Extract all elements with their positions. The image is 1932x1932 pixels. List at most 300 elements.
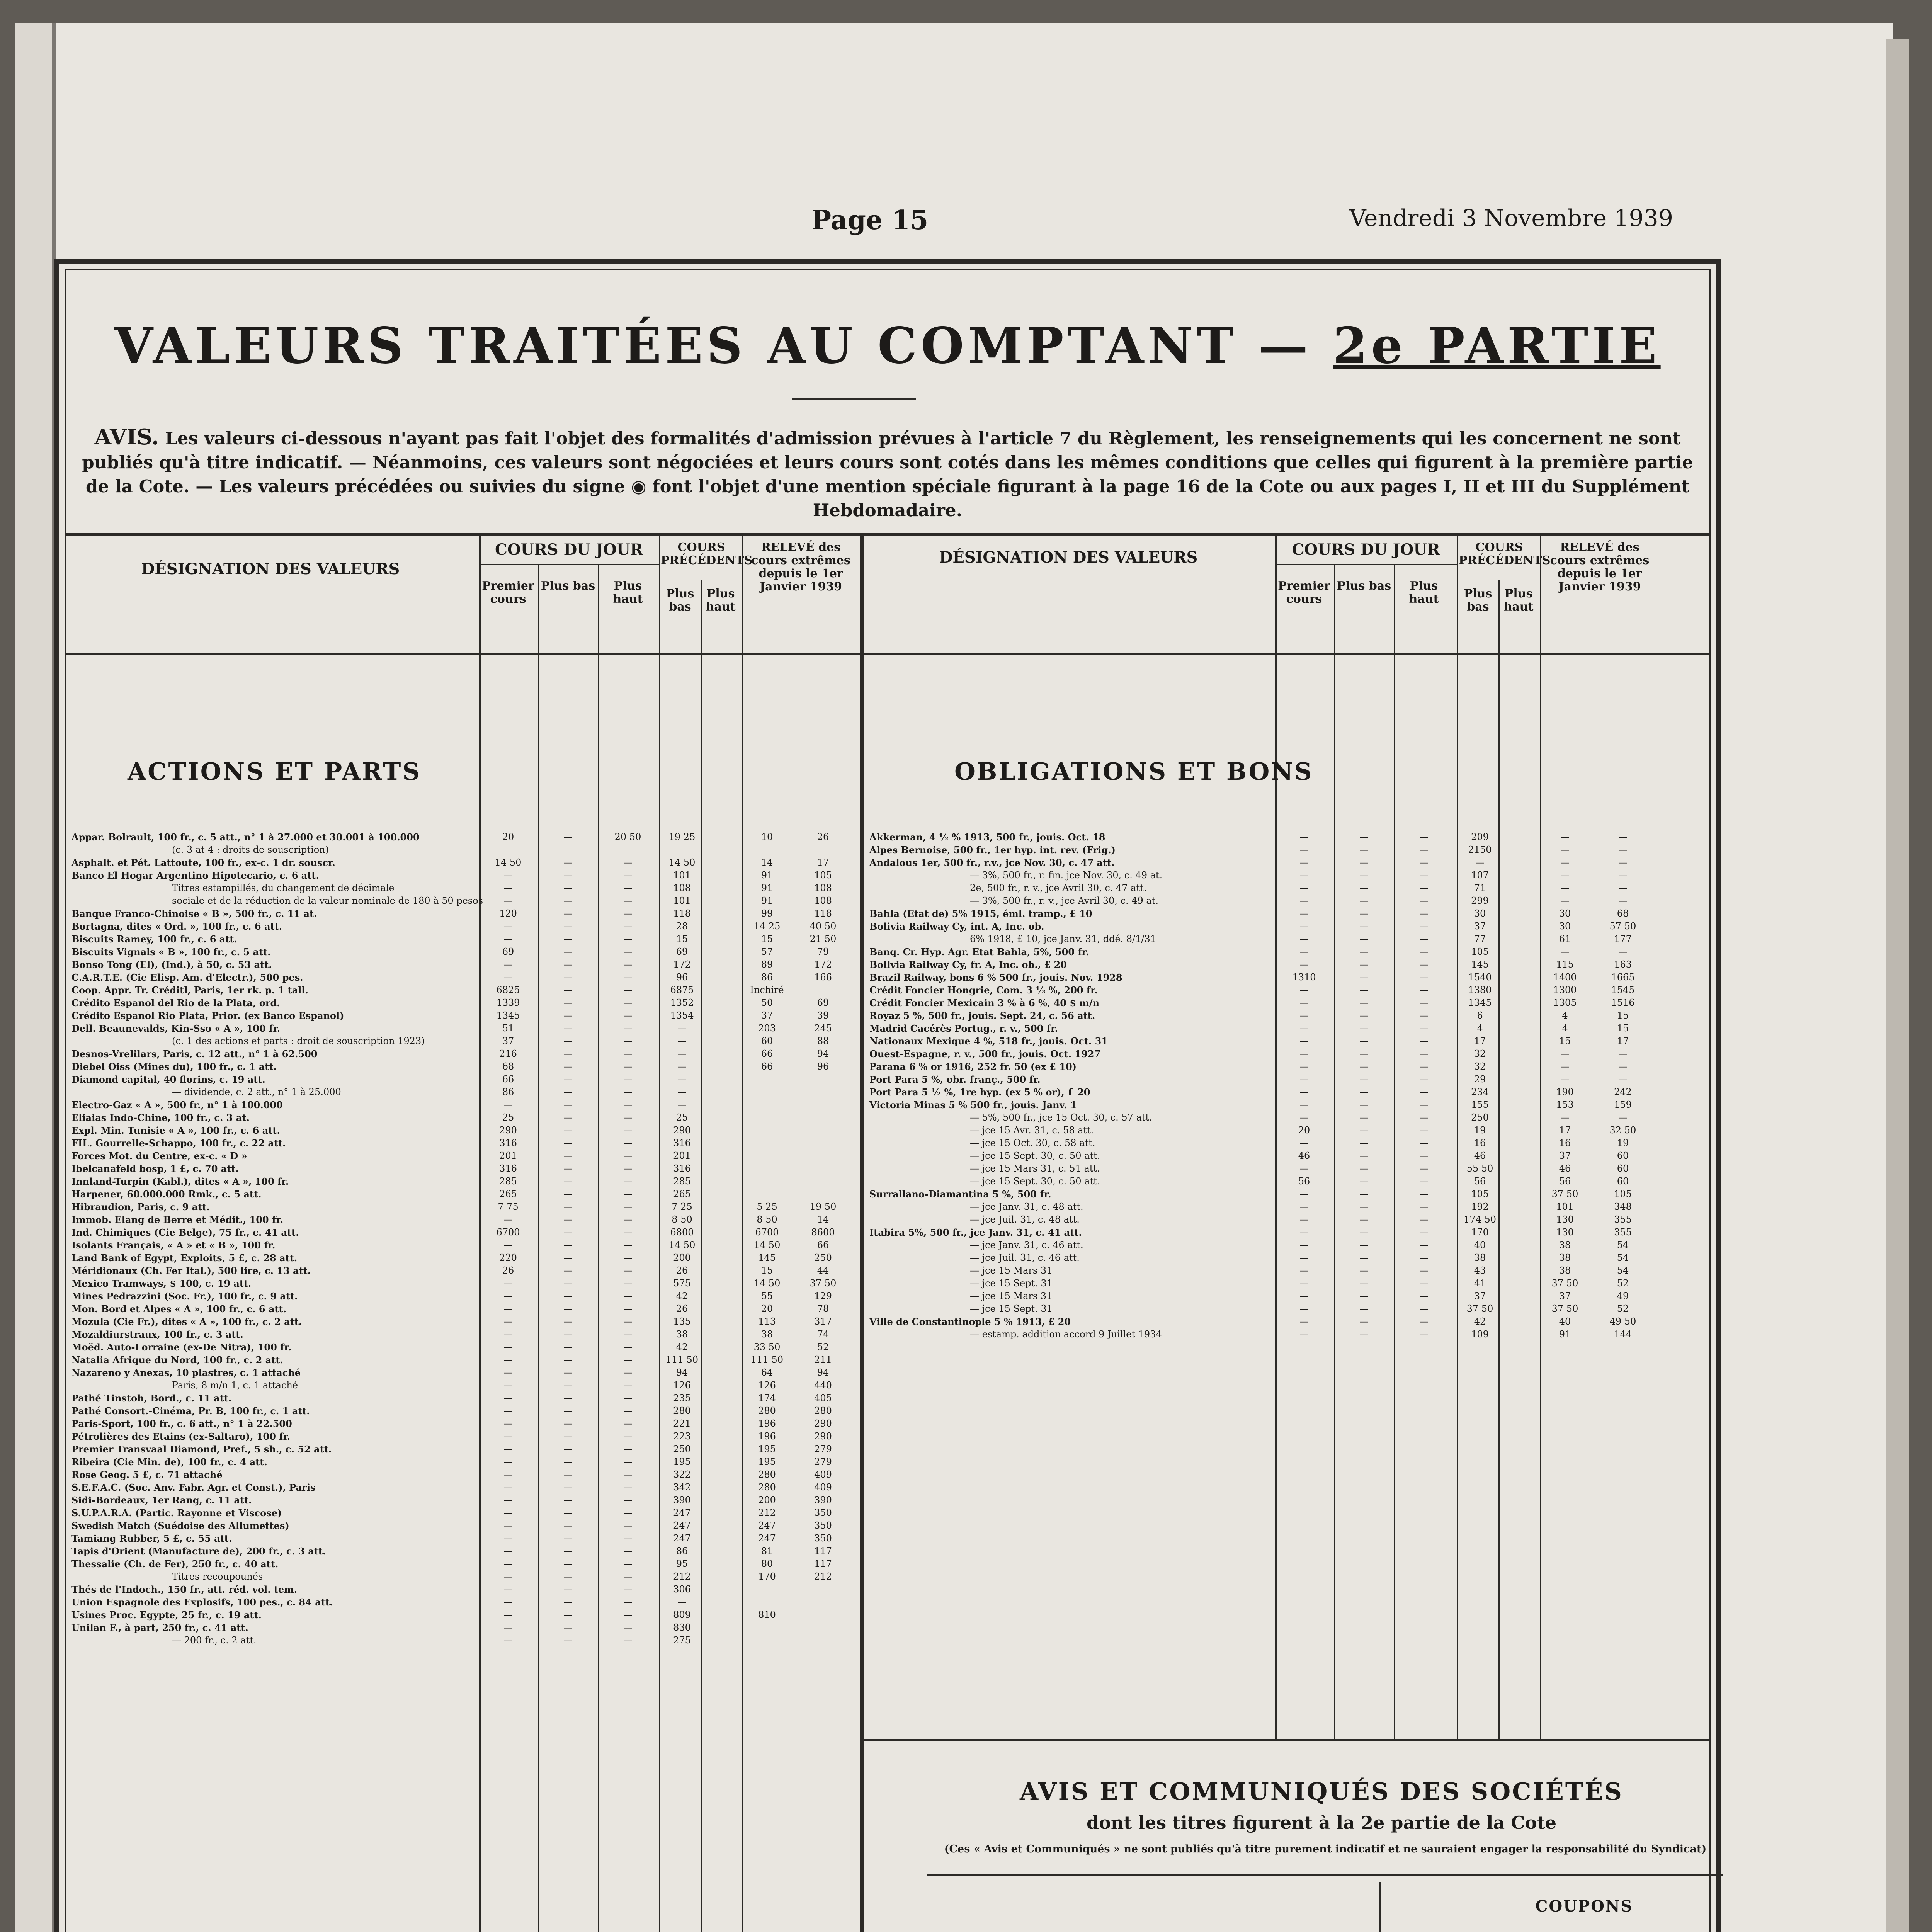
releve-high-cell: 1516	[1611, 997, 1635, 1008]
releve-high-cell: —	[1618, 1048, 1628, 1059]
releve-high-cell: 14	[817, 1214, 829, 1225]
premier-cell: 14 50	[495, 857, 522, 868]
plus-haut-cell: —	[623, 1214, 633, 1225]
name: Banco El Hogar Argentino Hipotecario, c. 6 att.	[71, 870, 319, 881]
table-row	[71, 1532, 856, 1545]
releve-high-cell: 37 50	[810, 1278, 837, 1289]
notice-text: Les valeurs ci-dessous n'ayant pas fait l'objet des formalités d'admission prévues à l'article 7 du Règlement, les renseignements qui les concernent ne sont publiés qu'à titre indicatif. — Néanmoins, ces valeurs sont négociées et leurs cours sont cotés dans les mêmes conditions que celles qui figurent à la première partie de la Cote. — Les valeurs précédées ou suivies du signe ◉ font l'objet d'une mention spéciale figurant à la page 16 de la Cote ou aux pages I, II et III du Supplément Hebdomadaire.	[82, 428, 1693, 520]
releve-high-cell: 15	[1617, 1010, 1629, 1021]
releve-high-cell: 94	[817, 1048, 829, 1059]
plus-bas-cell: —	[563, 972, 573, 983]
premier-cell: 6700	[496, 1227, 520, 1238]
plus-haut-cell: —	[1419, 1316, 1429, 1327]
releve-low-cell: 247	[758, 1533, 776, 1544]
plus-bas-cell: —	[563, 985, 573, 995]
plus-bas-cell: —	[563, 908, 573, 919]
plus-haut-cell: —	[623, 895, 633, 906]
name: Rose Geog. 5 £, c. 71 attaché	[71, 1469, 223, 1480]
table-row	[869, 856, 1658, 869]
precedent-cell: 77	[1474, 934, 1486, 944]
name: — jce Janv. 31, c. 48 att.	[970, 1201, 1083, 1212]
premier-cell: —	[503, 1597, 513, 1607]
table-row	[869, 1315, 1658, 1328]
name: Coop. Appr. Tr. Créditl, Paris, 1er rk. p. 1 tall.	[71, 985, 308, 996]
name: Moëd. Auto-Lorraine (ex-De Nitra), 100 fr.	[71, 1342, 292, 1353]
premier-cell: —	[1299, 1252, 1309, 1263]
releve-high-cell: 177	[1614, 934, 1632, 944]
releve-low-cell: 30	[1559, 908, 1571, 919]
table-row	[71, 1252, 856, 1264]
premier-cell: —	[503, 1507, 513, 1518]
name: 2e, 500 fr., r. v., jce Avril 30, c. 47 att.	[970, 883, 1147, 893]
plus-haut-cell: —	[623, 1316, 633, 1327]
releve-high-cell: 8600	[811, 1227, 835, 1238]
plus-bas-cell: —	[563, 1227, 573, 1238]
precedent-cell: 200	[673, 1252, 691, 1263]
releve-high-cell: 54	[1617, 1252, 1629, 1263]
plus-haut-cell: —	[623, 1635, 633, 1646]
plus-haut-cell: —	[623, 1176, 633, 1187]
plus-bas-cell: —	[563, 1546, 573, 1556]
main-frame	[54, 259, 1721, 1932]
releve-low-cell: 1300	[1553, 985, 1577, 995]
table-row	[71, 1417, 856, 1430]
name: Alpes Bernoise, 500 fr., 1er hyp. int. rev. (Frig.)	[869, 844, 1116, 855]
table-row	[869, 1086, 1658, 1099]
releve-low-cell: 66	[761, 1061, 773, 1072]
premier-cell: 69	[502, 946, 514, 957]
table-row	[71, 1188, 856, 1201]
table-row	[71, 882, 856, 895]
precedent-cell: 322	[673, 1469, 691, 1480]
premier-cell: —	[503, 1240, 513, 1250]
plus-haut-cell: —	[623, 921, 633, 932]
left-prec-haut: Plus haut	[706, 587, 736, 614]
plus-bas-cell: —	[1359, 1265, 1369, 1276]
plus-haut-cell: —	[623, 1189, 633, 1199]
plus-haut-cell: —	[1419, 997, 1429, 1008]
releve-high-cell: 144	[1614, 1329, 1632, 1340]
precedent-cell: 19 25	[668, 832, 696, 842]
premier-cell: —	[1299, 1163, 1309, 1174]
precedent-cell: 126	[673, 1380, 691, 1391]
releve-low-cell: 86	[761, 972, 773, 983]
releve-low-cell: 15	[1559, 1036, 1571, 1046]
plus-haut-cell: —	[623, 1074, 633, 1085]
name: — jce Janv. 31, c. 46 att.	[970, 1240, 1083, 1250]
plus-bas-cell: —	[1359, 1303, 1369, 1314]
releve-low-cell: 17	[1559, 1125, 1571, 1136]
name: 6% 1918, £ 10, jce Janv. 31, ddé. 8/1/31	[970, 934, 1156, 944]
plus-bas-cell: —	[563, 1520, 573, 1531]
table-row	[71, 1392, 856, 1405]
premier-cell: —	[503, 1367, 513, 1378]
precedent-cell: —	[1475, 857, 1485, 868]
table-row	[71, 1596, 856, 1609]
name: Titres recoupounés	[172, 1571, 263, 1582]
plus-haut-cell: —	[623, 1010, 633, 1021]
table-top-rule	[66, 533, 1709, 536]
table-row	[869, 895, 1658, 907]
name: Innland-Turpin (Kabl.), dites « A », 100 fr.	[71, 1176, 289, 1187]
releve-high-cell: 19	[1617, 1138, 1629, 1148]
plus-bas-cell: —	[563, 959, 573, 970]
precedent-cell: 170	[1471, 1227, 1489, 1238]
premier-cell: 1339	[496, 997, 520, 1008]
plus-bas-cell: —	[563, 1278, 573, 1289]
right-premier: Premier cours	[1278, 579, 1330, 606]
plus-bas-cell: —	[1359, 1176, 1369, 1187]
premier-cell: —	[503, 1214, 513, 1225]
plus-bas-cell: —	[1359, 1099, 1369, 1110]
premier-cell: —	[503, 1342, 513, 1352]
plus-haut-cell: —	[1419, 1087, 1429, 1097]
premier-cell: —	[503, 1278, 513, 1289]
releve-high-cell: 290	[814, 1431, 832, 1442]
releve-low-cell: 56	[1559, 1176, 1571, 1187]
plus-haut-cell: —	[623, 1150, 633, 1161]
right-prec-haut: Plus haut	[1503, 587, 1534, 614]
releve-low-cell: 4	[1562, 1010, 1568, 1021]
releve-high-cell: —	[1618, 946, 1628, 957]
precedent-cell: 86	[676, 1546, 688, 1556]
table-row	[71, 1609, 856, 1621]
table-row	[869, 958, 1658, 971]
name: — jce Juil. 31, c. 48 att.	[970, 1214, 1080, 1225]
name: Isolants Français, « A » et « B », 100 fr.	[71, 1240, 276, 1251]
releve-high-cell: 52	[817, 1342, 829, 1352]
premier-cell: —	[503, 1495, 513, 1505]
releve-high-cell: 74	[817, 1329, 829, 1340]
name: Madrid Cacérès Portug., r. v., 500 fr.	[869, 1023, 1058, 1034]
name: Crédito Espanol del Rio de la Plata, ord.	[71, 997, 280, 1009]
plus-haut-cell: —	[1419, 1061, 1429, 1072]
precedent-cell: 275	[673, 1635, 691, 1646]
premier-cell: —	[503, 1444, 513, 1454]
plus-haut-cell: —	[623, 1252, 633, 1263]
precedent-cell: 6	[1477, 1010, 1483, 1021]
plus-haut-cell: —	[1419, 1329, 1429, 1340]
premier-cell: —	[503, 921, 513, 932]
releve-low-cell: —	[1560, 870, 1570, 881]
name: Mozula (Cie Fr.), dites « A », 100 fr., c. 2 att.	[71, 1316, 302, 1327]
releve-low-cell: 38	[1559, 1265, 1571, 1276]
name: Asphalt. et Pét. Lattoute, 100 fr., ex-c. 1 dr. souscr.	[71, 857, 335, 868]
name: (c. 1 des actions et parts : droit de souscription 1923)	[172, 1036, 425, 1046]
releve-high-cell: 163	[1614, 959, 1632, 970]
releve-low-cell: 130	[1556, 1214, 1574, 1225]
releve-low-cell: 174	[758, 1393, 776, 1403]
releve-high-cell: 290	[814, 1418, 832, 1429]
releve-high-cell: 129	[814, 1291, 832, 1301]
plus-haut-cell: —	[623, 1087, 633, 1097]
table-row	[71, 1366, 856, 1379]
plus-haut-cell: —	[1419, 1278, 1429, 1289]
plus-bas-cell: —	[563, 921, 573, 932]
plus-haut-cell: —	[1419, 857, 1429, 868]
plus-bas-cell: —	[1359, 1163, 1369, 1174]
name: Biscuits Ramey, 100 fr., c. 6 att.	[71, 934, 237, 945]
precedent-cell: 107	[1471, 870, 1489, 881]
plus-bas-cell: —	[563, 1240, 573, 1250]
plus-haut-cell: —	[623, 1303, 633, 1314]
premier-cell: 25	[502, 1112, 514, 1123]
plus-bas-cell: —	[563, 1163, 573, 1174]
precedent-cell: 1354	[670, 1010, 694, 1021]
releve-low-cell: —	[1560, 1061, 1570, 1072]
name: — 3%, 500 fr., r. fin. jce Nov. 30, c. 49 at.	[970, 870, 1163, 881]
plus-haut-cell: —	[623, 1609, 633, 1620]
table-row	[71, 1430, 856, 1443]
name: Itabira 5%, 500 fr., jce Janv. 31, c. 41 att.	[869, 1227, 1082, 1238]
precedent-cell: 201	[673, 1150, 691, 1161]
plus-bas-cell: —	[563, 1571, 573, 1582]
plus-bas-cell: —	[563, 1099, 573, 1110]
plus-bas-cell: —	[1359, 908, 1369, 919]
releve-high-cell: 54	[1617, 1265, 1629, 1276]
premier-cell: 216	[499, 1048, 517, 1059]
plus-haut-cell: —	[623, 1112, 633, 1123]
left-prec-bas: Plus bas	[666, 587, 694, 614]
releve-low-cell: 33 50	[753, 1342, 781, 1352]
plus-bas-cell: —	[563, 1214, 573, 1225]
precedent-cell: 16	[1474, 1138, 1486, 1148]
table-row	[71, 933, 856, 946]
precedent-cell: 250	[673, 1444, 691, 1454]
precedent-cell: 38	[1474, 1252, 1486, 1263]
premier-cell: —	[503, 1584, 513, 1595]
releve-high-cell: 49 50	[1609, 1316, 1636, 1327]
releve-high-cell: 117	[814, 1558, 832, 1569]
name: S.U.P.A.R.A. (Partic. Rayonne et Viscose)	[71, 1507, 282, 1519]
name: — jce 15 Sept. 30, c. 50 att.	[970, 1150, 1100, 1161]
precedent-cell: 41	[1474, 1278, 1486, 1289]
releve-high-cell: 40 50	[810, 921, 837, 932]
name: Ribeira (Cie Min. de), 100 fr., c. 4 att.	[71, 1456, 267, 1468]
table-row	[71, 1290, 856, 1303]
releve-high-cell: 166	[814, 972, 832, 983]
precedent-cell: 1352	[670, 997, 694, 1008]
precedent-cell: 247	[673, 1533, 691, 1544]
premier-cell: —	[1299, 985, 1309, 995]
plus-haut-cell: —	[623, 1444, 633, 1454]
plus-haut-cell: —	[623, 1622, 633, 1633]
plus-haut-cell: —	[623, 1061, 633, 1072]
plus-haut-cell: 20 50	[614, 832, 641, 842]
precedent-cell: 1540	[1468, 972, 1492, 983]
plus-bas-cell: —	[563, 1265, 573, 1276]
plus-bas-cell: —	[1359, 1240, 1369, 1250]
releve-low-cell: 91	[761, 883, 773, 893]
precedent-cell: 290	[673, 1125, 691, 1136]
releve-high-cell: 60	[1617, 1176, 1629, 1187]
premier-cell: —	[503, 1354, 513, 1365]
plus-haut-cell: —	[623, 1456, 633, 1467]
premier-cell: —	[503, 1520, 513, 1531]
table-row	[71, 958, 856, 971]
plus-bas-cell: —	[563, 870, 573, 881]
page-title	[66, 317, 1709, 375]
releve-high-cell: 105	[1614, 1189, 1632, 1199]
plus-haut-cell: —	[623, 1393, 633, 1403]
left-precedents: COURS PRÉCÉDENTS	[661, 541, 753, 567]
premier-cell: —	[503, 1316, 513, 1327]
releve-low-cell: 37	[1559, 1150, 1571, 1161]
premier-cell: —	[503, 1393, 513, 1403]
name: Sidi-Bordeaux, 1er Rang, c. 11 att.	[71, 1495, 252, 1506]
precedent-cell: 37	[1474, 921, 1486, 932]
precedent-cell: 108	[673, 883, 691, 893]
plus-bas-cell: —	[563, 1418, 573, 1429]
precedent-cell: 4	[1477, 1023, 1483, 1034]
name: — jce 15 Oct. 30, c. 58 att.	[970, 1138, 1095, 1148]
releve-low-cell: 15	[761, 1265, 773, 1276]
releve-low-cell: 38	[761, 1329, 773, 1340]
premier-cell: —	[503, 883, 513, 893]
plus-bas-cell: —	[563, 1048, 573, 1059]
premier-cell: —	[1299, 1099, 1309, 1110]
premier-cell: —	[1299, 1010, 1309, 1021]
plus-haut-cell: —	[1419, 1010, 1429, 1021]
releve-high-cell: 26	[817, 832, 829, 842]
plus-haut-cell: —	[1419, 1189, 1429, 1199]
plus-bas-cell: —	[1359, 997, 1369, 1008]
table-row	[71, 1213, 856, 1226]
premier-cell: 37	[502, 1036, 514, 1046]
releve-high-cell: 79	[817, 946, 829, 957]
table-row	[71, 844, 856, 856]
name: Harpener, 60.000.000 Rmk., c. 5 att.	[71, 1189, 262, 1200]
name: — jce 15 Mars 31	[970, 1291, 1053, 1301]
plus-bas-cell: —	[1359, 1189, 1369, 1199]
releve-low-cell: 6700	[755, 1227, 779, 1238]
releve-high-cell: 52	[1617, 1303, 1629, 1314]
premier-cell: —	[503, 1571, 513, 1582]
releve-low-cell: 113	[758, 1316, 776, 1327]
premier-cell: —	[503, 1609, 513, 1620]
table-row	[71, 1277, 856, 1290]
plus-haut-cell: —	[1419, 870, 1429, 881]
table-row	[71, 1341, 856, 1354]
precedent-cell: 306	[673, 1584, 691, 1595]
plus-bas-cell: —	[1359, 1087, 1369, 1097]
inner-frame	[65, 269, 1711, 1932]
plus-haut-cell: —	[623, 1418, 633, 1429]
releve-low-cell: 37 50	[1551, 1278, 1578, 1289]
name: Mozaldiurstraux, 100 fr., c. 3 att.	[71, 1329, 243, 1340]
releve-low-cell: 91	[761, 870, 773, 881]
avis-subtitle: dont les titres figurent à la 2e partie de la Cote	[1086, 1812, 1556, 1833]
precedent-cell: 390	[673, 1495, 691, 1505]
premier-cell: 56	[1298, 1176, 1310, 1187]
premier-cell: —	[503, 1380, 513, 1391]
plus-bas-cell: —	[1359, 832, 1369, 842]
plus-bas-cell: —	[563, 1405, 573, 1416]
precedent-cell: 105	[1471, 946, 1489, 957]
releve-high-cell: 350	[814, 1520, 832, 1531]
plus-bas-cell: —	[563, 1138, 573, 1148]
table-row	[869, 1137, 1658, 1150]
table-row	[869, 1022, 1658, 1035]
table-row	[71, 1583, 856, 1596]
table-row	[71, 1035, 856, 1048]
name: Tapis d'Orient (Manufacture de), 200 fr., c. 3 att.	[71, 1546, 326, 1557]
plus-bas-cell: —	[1359, 1291, 1369, 1301]
name: — jce 15 Mars 31, c. 51 att.	[970, 1163, 1100, 1174]
releve-low-cell: 37 50	[1551, 1189, 1578, 1199]
precedent-cell: 299	[1471, 895, 1489, 906]
plus-haut-cell: —	[623, 1558, 633, 1569]
premier-cell: 26	[502, 1265, 514, 1276]
table-row	[71, 1303, 856, 1315]
right-rows	[869, 831, 1658, 1341]
table-row	[869, 1035, 1658, 1048]
precedent-cell: 155	[1471, 1099, 1489, 1110]
releve-low-cell: 145	[758, 1252, 776, 1263]
table-row	[71, 1048, 856, 1060]
table-row	[869, 1277, 1658, 1290]
premier-cell: 51	[502, 1023, 514, 1034]
name: — 5%, 500 fr., jce 15 Oct. 30, c. 57 att.	[970, 1112, 1152, 1123]
avis-title: AVIS ET COMMUNIQUÉS DES SOCIÉTÉS	[1019, 1777, 1624, 1806]
premier-cell: —	[1299, 1023, 1309, 1034]
premier-cell: —	[503, 1418, 513, 1429]
releve-low-cell: 153	[1556, 1099, 1574, 1110]
premier-cell: —	[1299, 883, 1309, 893]
table-row	[71, 1328, 856, 1341]
precedent-cell: 19	[1474, 1125, 1486, 1136]
name: Mon. Bord et Alpes « A », 100 fr., c. 6 att.	[71, 1303, 286, 1315]
table-row	[71, 1060, 856, 1073]
releve-high-cell: 280	[814, 1405, 832, 1416]
plus-bas-cell: —	[1359, 959, 1369, 970]
page-number: Page 15	[811, 205, 929, 236]
plus-haut-cell: —	[1419, 985, 1429, 995]
precedent-cell: 209	[1471, 832, 1489, 842]
releve-low-cell: —	[1560, 844, 1570, 855]
releve-high-cell: 409	[814, 1469, 832, 1480]
plus-bas-cell: —	[1359, 1048, 1369, 1059]
precedent-cell: 174 50	[1464, 1214, 1496, 1225]
premier-cell: 20	[502, 832, 514, 842]
table-row	[71, 1468, 856, 1481]
plus-haut-cell: —	[623, 959, 633, 970]
name: Ville de Constantinople 5 % 1913, £ 20	[869, 1316, 1071, 1327]
right-precedents: COURS PRÉCÉDENTS	[1459, 541, 1551, 567]
releve-low-cell: 37	[761, 1010, 773, 1021]
releve-low-cell: 196	[758, 1431, 776, 1442]
premier-cell: —	[503, 934, 513, 944]
table-row	[869, 1201, 1658, 1213]
premier-cell: —	[1299, 844, 1309, 855]
releve-high-cell: 242	[1614, 1087, 1632, 1097]
plus-haut-cell: —	[1419, 1150, 1429, 1161]
releve-low-cell: 37 50	[1551, 1303, 1578, 1314]
plus-bas-cell: —	[563, 1316, 573, 1327]
premier-cell: —	[1299, 934, 1309, 944]
releve-low-cell: 91	[761, 895, 773, 906]
coupons-sep	[1379, 1882, 1381, 1932]
precedent-cell: 40	[1474, 1240, 1486, 1250]
releve-low-cell: 170	[758, 1571, 776, 1582]
releve-high-cell: —	[1618, 1061, 1628, 1072]
premier-cell: —	[1299, 1265, 1309, 1276]
table-row	[869, 1162, 1658, 1175]
precedent-cell: 6875	[670, 985, 694, 995]
left-section-title: ACTIONS ET PARTS	[128, 757, 422, 786]
left-plus-bas: Plus bas	[541, 579, 595, 593]
precedent-cell: —	[677, 1099, 687, 1110]
